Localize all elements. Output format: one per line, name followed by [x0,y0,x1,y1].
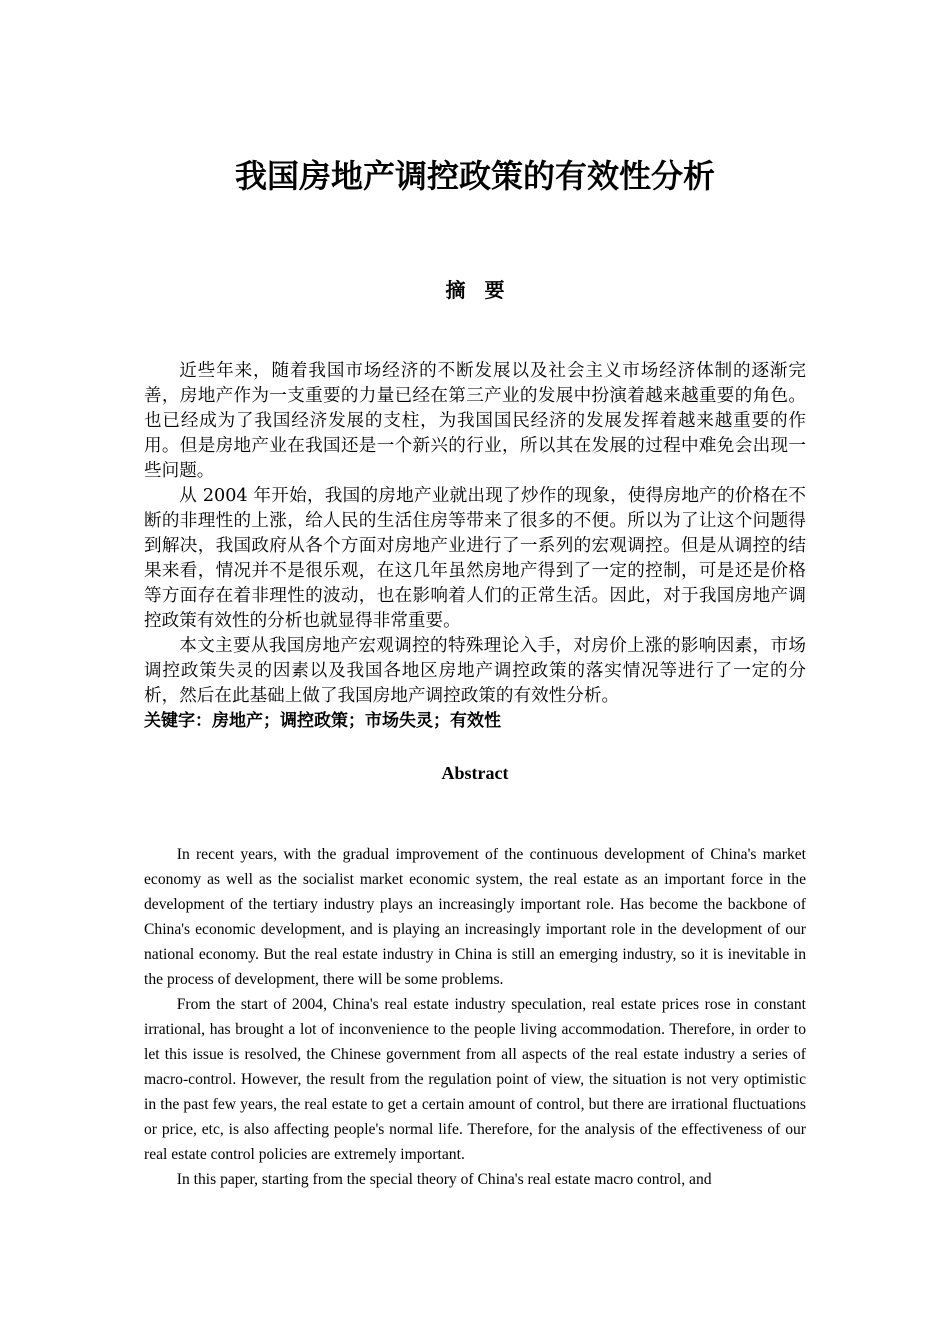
chinese-abstract-body [144,359,806,734]
english-abstract-paragraph-1: In recent years, with the gradual improvement of the continuous development of China's market economy as well as the socialist market economic system, the real estate as an important force in the development of the tertiary industry plays an increasingly important role. Has become the backbone of China's economic development, and is playing an increasingly important role in the development of our national economy. But the real estate industry in China is still an emerging industry, so it is inevitable in the process of development, there will be some problems. [144,846,806,988]
english-abstract-paragraph-2: From the start of 2004, China's real estate industry speculation, real estate prices rose in constant irrational, has brought a lot of inconvenience to the people living accommodation. Therefore, in order to let this issue is resolved, the Chinese government from all aspects of the real estate industry a series of macro-control. However, the result from the regulation point of view, the situation is not very optimistic in the past few years, the real estate to get a certain amount of control, but there are irrational fluctuations or price, etc, is also affecting people's normal life. Therefore, for the analysis of the effectiveness of our real estate control policies are extremely important. [144,996,806,1163]
english-abstract-body [144,842,806,1192]
english-abstract-paragraph-3: In this paper, starting from the special theory of China's real estate macro control, and [176,1171,712,1188]
chinese-abstract-paragraph-3: 本文主要从我国房地产宏观调控的特殊理论入手，对房价上涨的影响因素，市场调控政策失灵的因素以及我国各地区房地产调控政策的落实情况等进行了一定的分析，然后在此基础上做了我国房地产调控政策的有效性分析。 [144,636,806,706]
chinese-abstract-paragraph-1: 近些年来，随着我国市场经济的不断发展以及社会主义市场经济体制的逐渐完善，房地产作为一支重要的力量已经在第三产业的发展中扮演着越来越重要的角色。也已经成为了我国经济发展的支柱，为我国国民经济的发展发挥着越来越重要的作用。但是房地产业在我国还是一个新兴的行业，所以其在发展的过程中难免会出现一些问题。 [144,361,806,481]
english-abstract-heading: Abstract [441,763,509,783]
paper-title: 我国房地产调控政策的有效性分析 [234,157,715,195]
chinese-abstract-paragraph-2: 从 2004 年开始，我国的房地产业就出现了炒作的现象，使得房地产的价格在不断的非理性的上涨，给人民的生活住房等带来了很多的不便。所以为了让这个问题得到解决，我国政府从各个方面对房地产业进行了一系列的宏观调控。但是从调控的结果来看，情况并不是很乐观，在这几年虽然房地产得到了一定的控制，可是还是价格等方面存在着非理性的波动，也在影响着人们的正常生活。因此，对于我国房地产调控政策有效性的分析也就显得非常重要。 [144,486,806,631]
chinese-keywords: 关键字：房地产；调控政策；市场失灵；有效性 [144,711,501,731]
chinese-abstract-heading: 摘 要 [445,278,505,302]
